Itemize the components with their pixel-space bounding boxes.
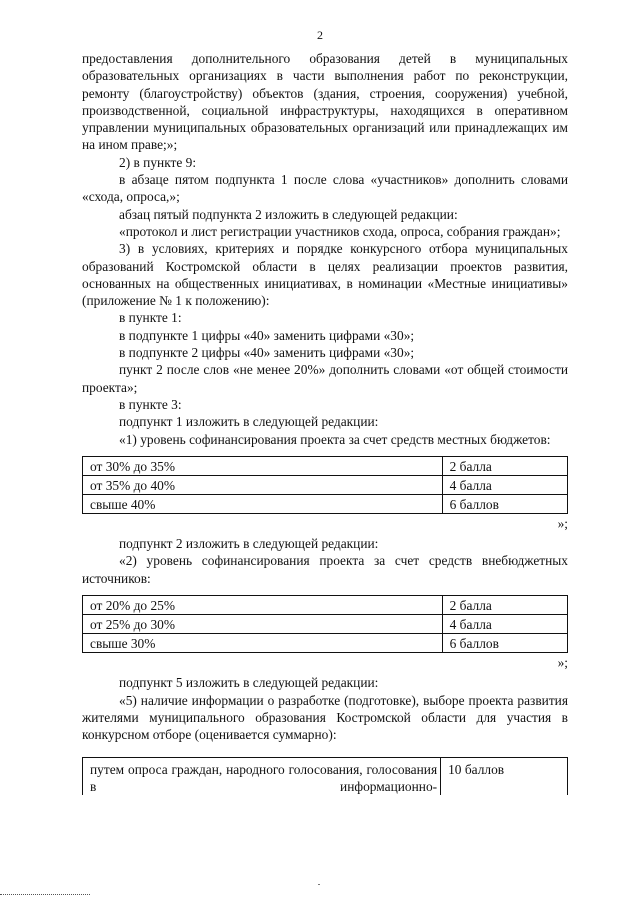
score-cell: 2 балла xyxy=(442,456,567,475)
extrabudgetary-score-table xyxy=(82,595,568,653)
paragraph-project-information: «5) наличие информации о разработке (подготовке), выборе проекта развития жителями муниципального образования Костромской области для участия в конкурсном отборе (оценивается суммарно): xyxy=(82,692,568,743)
paragraph-point-3: в пункте 3: xyxy=(119,396,182,412)
range-cell: свыше 30% xyxy=(83,634,443,653)
paragraph-conditions-criteria: 3) в условиях, критериях и порядке конкурсного отбора муниципальных образований Костромской области в целях реализации проектов развития, основанных на общественных инициативах, в номинации «Местные инициативы» (приложение № 1 к положению): xyxy=(82,241,568,309)
score-cell: 6 баллов xyxy=(442,634,567,653)
score-cell: 10 баллов xyxy=(441,757,568,795)
range-cell: от 30% до 35% xyxy=(83,456,443,475)
score-cell: 2 балла xyxy=(442,596,567,615)
paragraph-subpoint-2-digits: в подпункте 2 цифры «40» заменить цифрами «30»; xyxy=(119,345,415,361)
table-row xyxy=(83,596,568,615)
quote-closer: »; xyxy=(557,655,568,671)
paragraph-local-budgets: «1) уровень софинансирования проекта за счет средств местных бюджетов: xyxy=(119,431,551,447)
paragraph-subpoint-1-digits: в подпункте 1 цифры «40» заменить цифрами «30»; xyxy=(119,327,415,343)
range-cell: свыше 40% xyxy=(83,494,443,513)
paragraph-point-1: в пункте 1: xyxy=(119,310,182,326)
table-row xyxy=(83,757,568,795)
paragraph-subpoint-2-edit: подпункт 2 изложить в следующей редакции: xyxy=(119,536,379,552)
document-body xyxy=(82,50,568,795)
paragraph-subpoint-1-amendment: в абзаце пятом подпункта 1 после слова «участников» дополнить словами «схода, опроса,»; xyxy=(82,172,568,205)
score-cell: 4 балла xyxy=(442,615,567,634)
paragraph-point-2-amendment: пункт 2 после слов «не менее 20%» дополнить словами «от общей стоимости проекта»; xyxy=(82,362,568,395)
paragraph-subpoint-1-edit: подпункт 1 изложить в следующей редакции: xyxy=(119,414,379,430)
paragraph-protocol-quote: «протокол и лист регистрации участников схода, опроса, собрания граждан»; xyxy=(119,223,561,239)
table-row xyxy=(83,456,568,475)
scan-artifact xyxy=(318,884,320,885)
score-cell: 4 балла xyxy=(442,475,567,494)
score-cell: 6 баллов xyxy=(442,494,567,513)
paragraph-point-9: 2) в пункте 9: xyxy=(119,154,197,170)
information-score-table xyxy=(82,757,568,795)
range-cell: от 35% до 40% xyxy=(83,475,443,494)
criterion-cell: путем опроса граждан, народного голосования, голосования в информационно- xyxy=(83,757,441,795)
quote-closer: »; xyxy=(557,515,568,531)
paragraph-education-organizations: предоставления дополнительного образования детей в муниципальных образовательных организациях в части выполнения работ по реконструкции, ремонту (благоустройству) объектов (здания, строения, сооружения) учебной, производственной, социальной инфраструктуры, находящихся в оперативном управлении муниципальных образовательных организаций или принадлежащих им на ином праве;»; xyxy=(82,51,568,153)
table-row xyxy=(83,494,568,513)
table-row xyxy=(83,475,568,494)
paragraph-subpoint-2-header: абзац пятый подпункта 2 изложить в следующей редакции: xyxy=(119,206,458,222)
paragraph-extrabudgetary: «2) уровень софинансирования проекта за счет средств внебюджетных источников: xyxy=(82,553,568,586)
table-row xyxy=(83,615,568,634)
footer-rule xyxy=(0,894,90,895)
page-number: 2 xyxy=(317,28,323,42)
range-cell: от 20% до 25% xyxy=(83,596,443,615)
local-budget-score-table xyxy=(82,456,568,514)
range-cell: от 25% до 30% xyxy=(83,615,443,634)
table-row xyxy=(83,634,568,653)
paragraph-subpoint-5-edit: подпункт 5 изложить в следующей редакции: xyxy=(119,675,379,691)
